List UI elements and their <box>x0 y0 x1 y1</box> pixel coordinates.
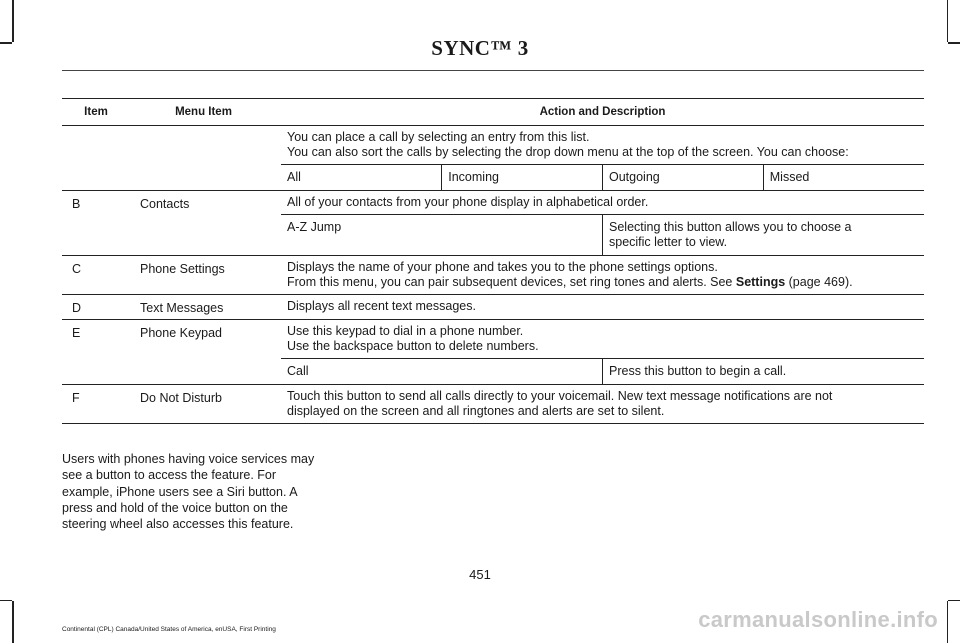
table-row <box>62 191 924 256</box>
option-outgoing: Outgoing <box>603 165 764 191</box>
text-fragment: (page 469). <box>785 275 853 289</box>
cell-action <box>281 126 924 191</box>
note-line: Users with phones having voice services may <box>62 452 315 466</box>
cell-action <box>281 385 924 424</box>
cell-action <box>281 191 924 256</box>
text-line: All of your contacts from your phone display in alphabetical order. <box>287 195 649 209</box>
option-missed: Missed <box>763 165 924 191</box>
sub-item-description: Press this button to begin a call. <box>603 359 925 385</box>
table-row <box>62 295 924 320</box>
contacts-description <box>281 191 924 214</box>
phone-menu-table <box>62 98 924 424</box>
voice-services-note <box>62 451 342 532</box>
text-line: displayed on the screen and all ringtones and alerts are set to silent. <box>287 404 665 418</box>
crop-mark <box>947 601 949 643</box>
option-incoming: Incoming <box>442 165 603 191</box>
text-line: specific letter to view. <box>609 235 728 249</box>
cell-item: B <box>62 191 126 256</box>
cell-action <box>281 256 924 295</box>
cell-item: C <box>62 256 126 295</box>
cell-item <box>62 126 126 191</box>
cell-action <box>281 320 924 385</box>
watermark-logo: carmanualsonline.info <box>698 607 938 632</box>
cell-item: D <box>62 295 126 320</box>
call-filter-options <box>281 164 924 190</box>
cell-menu: Text Messages <box>126 295 281 320</box>
page-number: 451 <box>469 567 491 582</box>
text-line: Displays all recent text messages. <box>287 299 476 313</box>
sub-item-name: Call <box>281 359 603 385</box>
keypad-description <box>281 320 924 358</box>
table-header-row <box>62 99 924 126</box>
column-header-menu-item: Menu Item <box>126 99 281 126</box>
table-row <box>62 256 924 295</box>
calls-description <box>281 126 924 164</box>
option-all: All <box>281 165 442 191</box>
crop-mark <box>948 600 960 602</box>
sub-item-description <box>603 215 925 256</box>
table-row <box>62 320 924 385</box>
column-header-item: Item <box>62 99 126 126</box>
header-divider <box>62 70 924 71</box>
text-line: Selecting this button allows you to choose a <box>609 220 852 234</box>
note-line: steering wheel also accesses this feature. <box>62 517 294 532</box>
table-row <box>62 126 924 191</box>
text-line <box>287 275 918 290</box>
text-line: You can also sort the calls by selecting the drop down menu at the top of the screen. You can choose: <box>287 145 849 159</box>
text-line: Use this keypad to dial in a phone number. <box>287 324 524 338</box>
table-row <box>62 385 924 424</box>
contacts-sub-table <box>281 214 924 255</box>
note-line: example, iPhone users see a Siri button. A <box>62 484 298 499</box>
note-line: see a button to access the feature. For <box>62 468 277 483</box>
crop-mark <box>0 600 12 602</box>
sub-item-name: A-Z Jump <box>281 215 603 256</box>
cell-menu: Phone Keypad <box>126 320 281 385</box>
text-line: Displays the name of your phone and takes you to the phone settings options. <box>287 260 718 274</box>
cell-menu: Do Not Disturb <box>126 385 281 424</box>
cell-menu: Contacts <box>126 191 281 256</box>
keypad-sub-table <box>281 358 924 384</box>
page-header-title: SYNC™ 3 <box>431 36 529 60</box>
settings-link[interactable]: Settings <box>735 275 786 289</box>
text-line: Touch this button to send all calls directly to your voicemail. New text message notifications are not <box>287 389 833 403</box>
text-line: Use the backspace button to delete numbers. <box>287 339 539 353</box>
crop-mark <box>12 601 14 643</box>
cell-action <box>281 295 924 320</box>
cell-menu <box>126 126 281 191</box>
text-fragment: From this menu, you can pair subsequent devices, set ring tones and alerts. See <box>287 275 736 289</box>
cell-item: E <box>62 320 126 385</box>
cell-menu: Phone Settings <box>126 256 281 295</box>
footer-printing-info: Continental (CPL) Canada/United States of America, enUSA, First Printing <box>62 626 276 633</box>
text-line: You can place a call by selecting an entry from this list. <box>287 130 590 144</box>
column-header-action: Action and Description <box>281 99 924 126</box>
cell-item: F <box>62 385 126 424</box>
note-line: press and hold of the voice button on the <box>62 500 288 515</box>
